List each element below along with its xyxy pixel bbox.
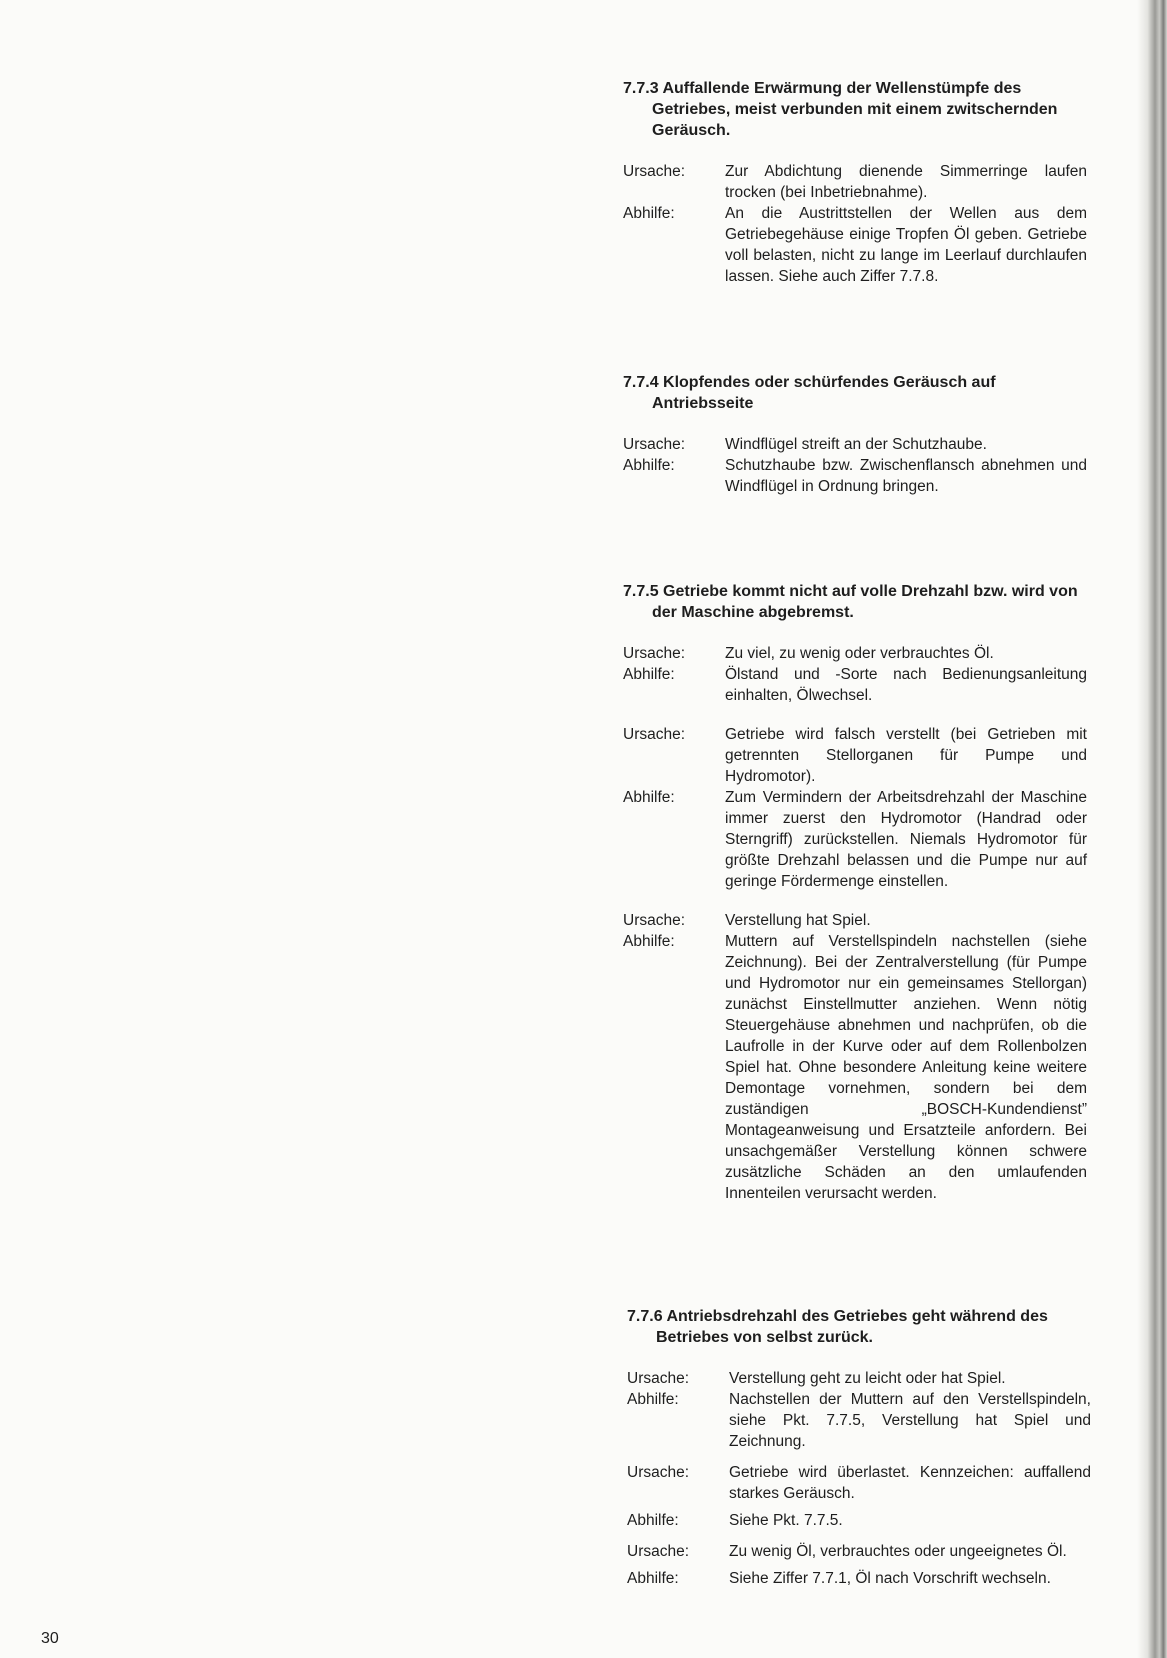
section-heading: 7.7.5 Getriebe kommt nicht auf volle Drehzahl bzw. wird von der Maschine abgebremst. xyxy=(623,583,1078,621)
remedy-row xyxy=(623,203,1087,287)
cause-row xyxy=(627,1368,1091,1389)
entry-label: Ursache: xyxy=(623,436,686,453)
entry-text: Verstellung geht zu leicht oder hat Spiel. xyxy=(729,1370,1006,1387)
entry-label: Abhilfe: xyxy=(623,666,675,683)
entry-text: Ölstand und -Sorte nach Bedienungsanleitung einhalten, Ölwechsel. xyxy=(725,666,1087,704)
section-heading: 7.7.6 Antriebsdrehzahl des Getriebes geht während des Betriebes von selbst zurück. xyxy=(627,1308,1048,1346)
page-number: 30 xyxy=(41,1630,59,1647)
entry-text: Zu viel, zu wenig oder verbrauchtes Öl. xyxy=(725,645,994,662)
section-heading: 7.7.4 Klopfendes oder schürfendes Geräusch auf Antriebsseite xyxy=(623,374,996,412)
entry-label: Abhilfe: xyxy=(623,789,675,806)
cause-row xyxy=(623,161,1087,203)
cause-row xyxy=(623,724,1087,787)
entry-label: Abhilfe: xyxy=(627,1391,679,1408)
page-binding-edge xyxy=(1137,0,1167,1658)
entry-text: Verstellung hat Spiel. xyxy=(725,912,871,929)
remedy-row xyxy=(627,1568,1091,1589)
entry-text: Nachstellen der Muttern auf den Verstellspindeln, siehe Pkt. 7.7.5, Verstellung hat Spiel und Zeichnung. xyxy=(729,1391,1091,1450)
entry-label: Ursache: xyxy=(627,1464,690,1481)
entry-text: Zur Abdichtung dienende Simmerringe laufen trocken (bei Inbetriebnahme). xyxy=(725,163,1087,201)
section-7-7-4 xyxy=(623,372,1087,497)
entry-label: Ursache: xyxy=(623,726,686,743)
entry-label: Ursache: xyxy=(627,1370,690,1387)
entry-text: Siehe Pkt. 7.7.5. xyxy=(729,1512,843,1529)
cause-row xyxy=(623,910,1087,931)
entry-label: Abhilfe: xyxy=(623,933,675,950)
entry-text: Getriebe wird überlastet. Kennzeichen: auffallend starkes Geräusch. xyxy=(729,1464,1091,1502)
entry-text: Schutzhaube bzw. Zwischenflansch abnehmen und Windflügel in Ordnung bringen. xyxy=(725,457,1087,495)
entry-text: Windflügel streift an der Schutzhaube. xyxy=(725,436,987,453)
section-7-7-3 xyxy=(623,78,1087,287)
remedy-row xyxy=(623,664,1087,706)
entry-text: Zu wenig Öl, verbrauchtes oder ungeeignetes Öl. xyxy=(729,1543,1067,1560)
remedy-row xyxy=(623,931,1087,1204)
entry-label: Ursache: xyxy=(623,163,686,180)
remedy-row xyxy=(627,1510,1091,1531)
entry-label: Abhilfe: xyxy=(627,1512,679,1529)
cause-row xyxy=(623,434,1087,455)
remedy-row xyxy=(623,787,1087,892)
entry-text: Zum Vermindern der Arbeitsdrehzahl der Maschine immer zuerst den Hydromotor (Handrad oder Sterngriff) zurückstellen. Niemals Hydromotor für größte Drehzahl belassen und die Pumpe nur auf geringe Fördermenge einstellen. xyxy=(725,789,1087,890)
entry-text: An die Austrittstellen der Wellen aus dem Getriebegehäuse einige Tropfen Öl geben. Getriebe voll belasten, nicht zu lange im Leerlauf durchlaufen lassen. Siehe auch Ziffer 7.7.8. xyxy=(725,205,1087,285)
cause-row xyxy=(623,643,1087,664)
remedy-row xyxy=(623,455,1087,497)
section-7-7-5 xyxy=(623,581,1087,1204)
entry-text: Muttern auf Verstellspindeln nachstellen (siehe Zeichnung). Bei der Zentralverstellung (für Pumpe und Hydromotor nur ein gemeinsames Stellorgan) zunächst Einstellmutter anziehen. Wenn nötig Steuergehäuse abnehmen und nachprüfen, ob die Laufrolle in der Kurve oder auf dem Rollenbolzen Spiel hat. Ohne besondere Anleitung keine weitere Demontage vornehmen, sondern bei dem zuständigen „BOSCH-Kundendienst” Montageanweisung und Ersatzteile anfordern. Bei unsachgemäßer Verstellung können schwere zusätzliche Schäden an den umlaufenden Innenteilen verursacht werden. xyxy=(725,933,1087,1202)
remedy-row xyxy=(627,1389,1091,1452)
entry-label: Ursache: xyxy=(623,645,686,662)
section-7-7-6 xyxy=(627,1306,1091,1589)
cause-row xyxy=(627,1541,1091,1562)
entry-text: Getriebe wird falsch verstellt (bei Getrieben mit getrennten Stellorganen für Pumpe und Hydromotor). xyxy=(725,726,1087,785)
entry-label: Abhilfe: xyxy=(627,1570,679,1587)
entry-label: Ursache: xyxy=(627,1543,690,1560)
cause-row xyxy=(627,1462,1091,1504)
entry-text: Siehe Ziffer 7.7.1, Öl nach Vorschrift wechseln. xyxy=(729,1570,1051,1587)
entry-label: Abhilfe: xyxy=(623,457,675,474)
entry-label: Abhilfe: xyxy=(623,205,675,222)
entry-label: Ursache: xyxy=(623,912,686,929)
section-heading: 7.7.3 Auffallende Erwärmung der Wellenstümpfe des Getriebes, meist verbunden mit einem zwitschernden Geräusch. xyxy=(623,80,1058,139)
